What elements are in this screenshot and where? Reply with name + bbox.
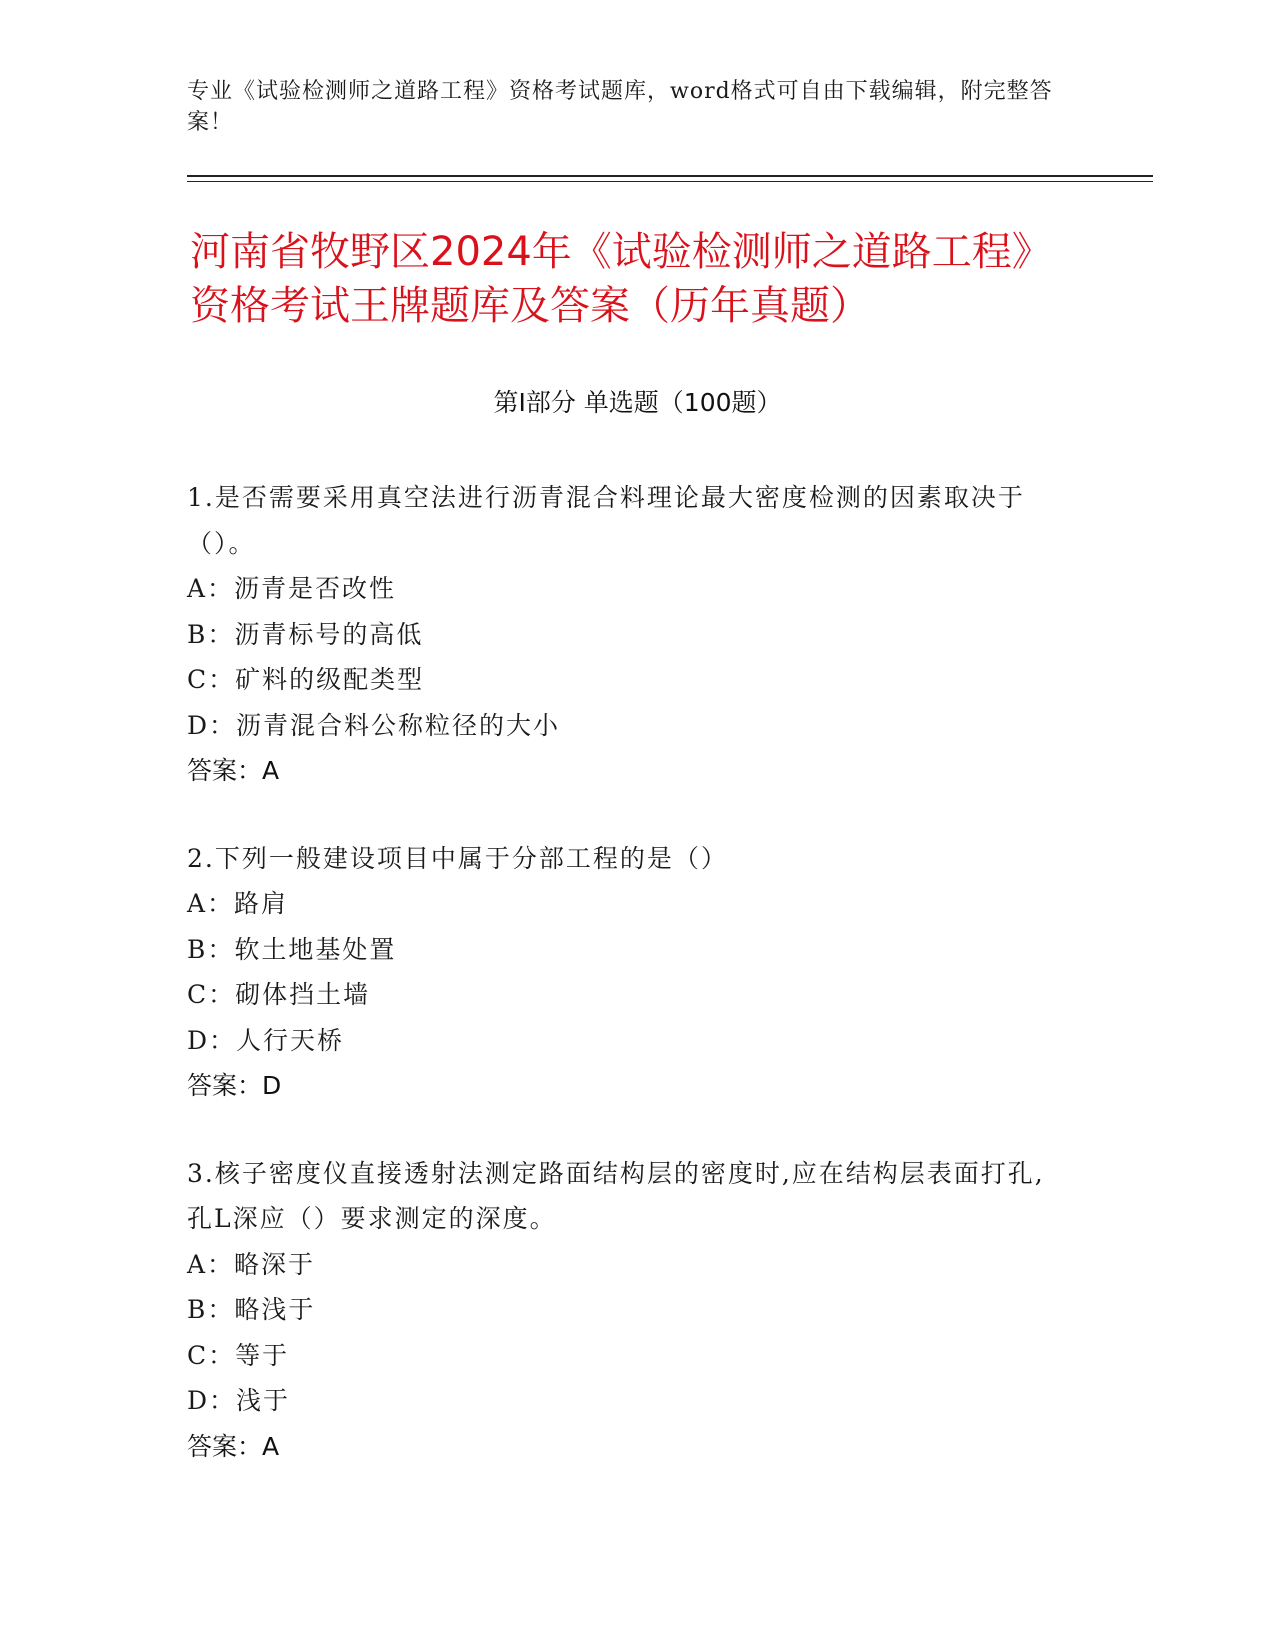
question-3	[187, 1151, 1067, 1470]
option-a: A：沥青是否改性	[187, 574, 397, 603]
header-note: 专业《试验检测师之道路工程》资格考试题库，word格式可自由下载编辑，附完整答案！	[187, 79, 1053, 135]
question-stem: 1.是否需要采用真空法进行沥青混合料理论最大密度检测的因素取决于（）。	[187, 483, 1025, 558]
option-d: D：浅于	[187, 1386, 291, 1415]
question-stem: 2.下列一般建设项目中属于分部工程的是（）	[187, 843, 728, 873]
document-title: 河南省牧野区2024年《试验检测师之道路工程》资格考试王牌题库及答案（历年真题）	[190, 229, 1052, 329]
section-title: 第I部分 单选题（100题）	[493, 388, 782, 417]
option-b: B：软土地基处置	[187, 934, 397, 964]
question-stem: 3.核子密度仪直接透射法测定路面结构层的密度时,应在结构层表面打孔,孔L深应（）要求测定的深度。	[187, 1158, 1045, 1233]
option-c: C：砌体挡土墙	[187, 980, 371, 1009]
option-b: B：略浅于	[187, 1295, 316, 1324]
header-divider-thin	[187, 181, 1153, 182]
option-a: A：路肩	[187, 889, 289, 918]
option-a: A：略深于	[187, 1249, 316, 1279]
answer-text: 答案：A	[187, 1431, 280, 1461]
question-list	[187, 475, 1067, 1511]
option-b: B：沥青标号的高低	[187, 619, 424, 649]
option-d: D：沥青混合料公称粒径的大小	[187, 710, 561, 740]
header-divider-thick	[187, 175, 1153, 177]
answer-text: 答案：A	[187, 756, 280, 785]
option-c: C：等于	[187, 1340, 290, 1370]
question-2	[187, 836, 1067, 1109]
question-1	[187, 475, 1067, 794]
option-d: D：人行天桥	[187, 1025, 345, 1055]
option-c: C：矿料的级配类型	[187, 665, 425, 694]
answer-text: 答案：D	[187, 1071, 282, 1100]
